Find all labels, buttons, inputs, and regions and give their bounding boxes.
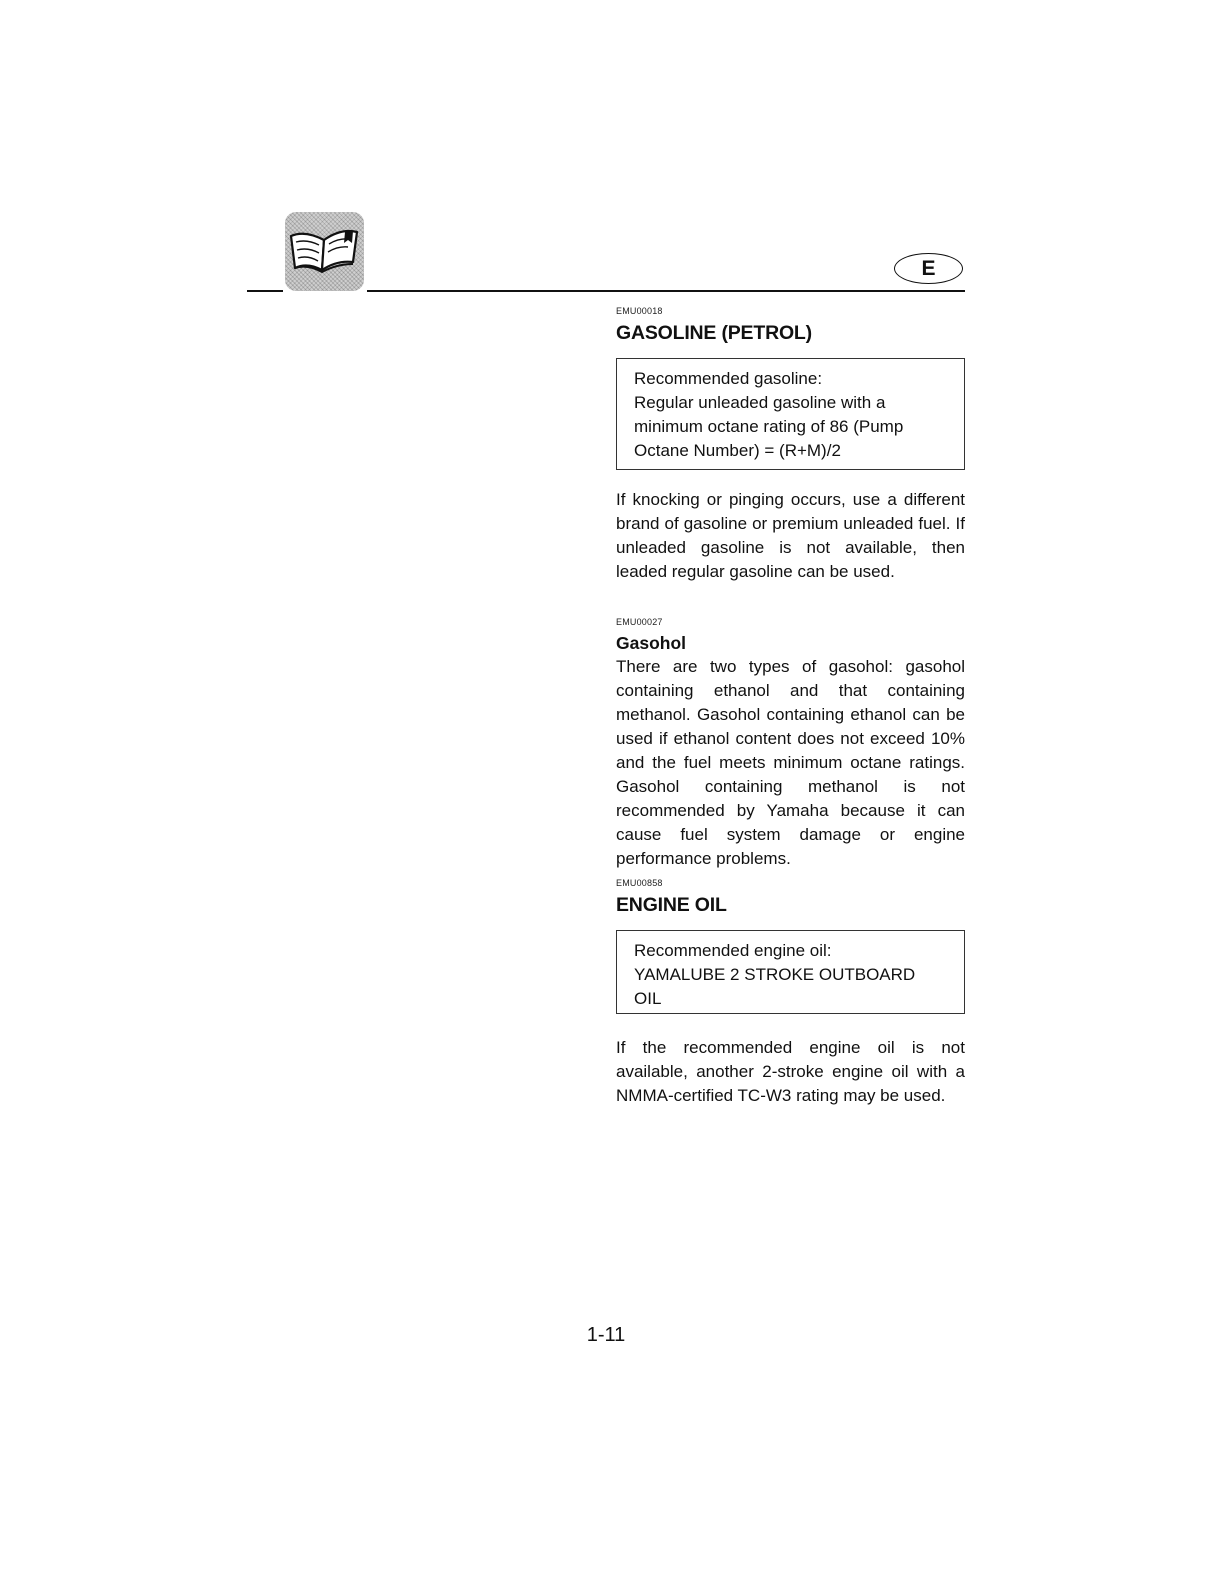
spec-box-engine-oil bbox=[616, 930, 965, 1014]
spec-line: Regular unleaded gasoline with a bbox=[634, 393, 886, 412]
section-code: EMU00858 bbox=[616, 878, 663, 888]
gasohol-body: There are two types of gasohol: gasohol containing ethanol and that containing methanol. Gasohol containing ethanol can be used if ethanol content does not exceed 10% and the fuel meets minimum octane ratings. Gasohol containing methanol is not recommended by Yamaha because it can cause fuel system damage or engine performance problems. bbox=[616, 657, 965, 868]
language-badge: E bbox=[894, 253, 963, 284]
header-rule-left bbox=[247, 290, 283, 292]
gasoline-body: If knocking or pinging occurs, use a different brand of gasoline or premium unleaded fuel. If unleaded gasoline is not available, then leaded regular gasoline can be used. bbox=[616, 490, 965, 581]
section-title-engine-oil: ENGINE OIL bbox=[616, 894, 727, 916]
spec-line: Recommended engine oil: bbox=[634, 941, 832, 960]
subsection-title-gasohol: Gasohol bbox=[616, 633, 687, 653]
section-code: EMU00018 bbox=[616, 306, 663, 316]
section-title-gasoline: GASOLINE (PETROL) bbox=[616, 322, 812, 344]
page-number: 1-11 bbox=[586, 1324, 626, 1346]
spec-line: Recommended gasoline: bbox=[634, 369, 823, 388]
spec-box-gasoline bbox=[616, 358, 965, 470]
spec-line: minimum octane rating of 86 (Pump bbox=[634, 417, 904, 436]
spec-line: OIL bbox=[634, 989, 662, 1008]
engine-oil-body: If the recommended engine oil is not available, another 2-stroke engine oil with a NMMA-certified TC-W3 rating may be used. bbox=[616, 1038, 965, 1105]
header-rule-right bbox=[367, 290, 965, 292]
section-code: EMU00027 bbox=[616, 617, 663, 627]
book-icon bbox=[285, 212, 364, 291]
spec-line: YAMALUBE 2 STROKE OUTBOARD bbox=[634, 965, 916, 984]
spec-line: Octane Number) = (R+M)/2 bbox=[634, 441, 841, 460]
